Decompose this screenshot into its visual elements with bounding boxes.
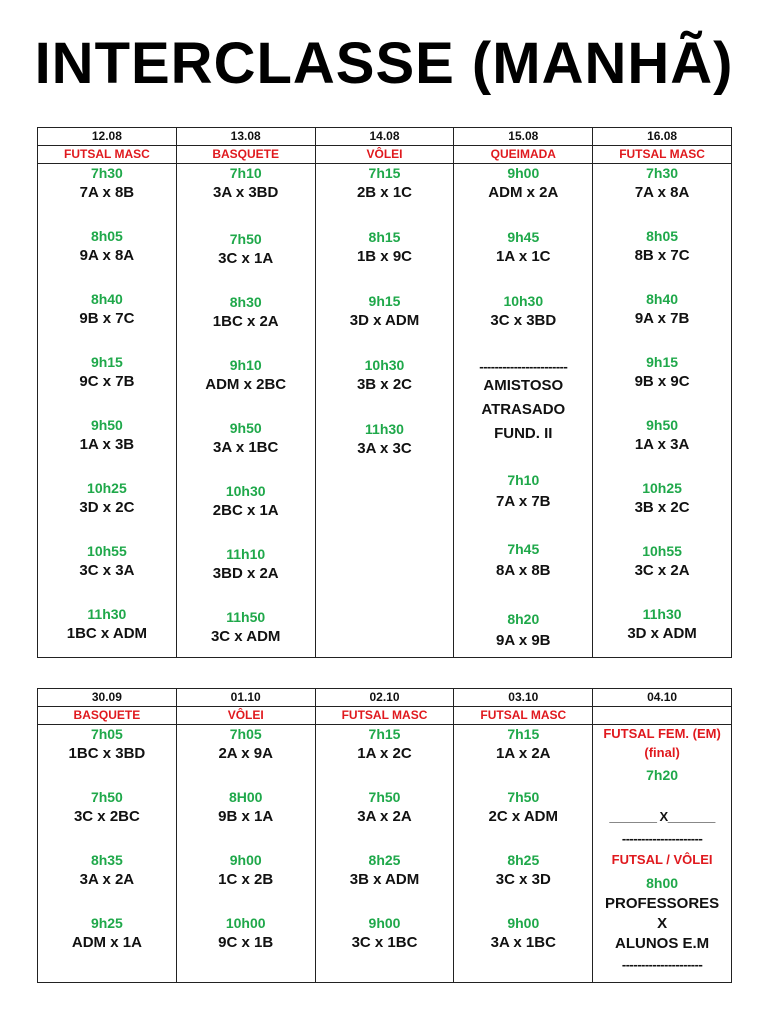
separator-line: --------------------- bbox=[621, 831, 703, 846]
day-date: 16.08 bbox=[593, 128, 731, 146]
game-time: 10h30 bbox=[225, 483, 266, 499]
game-match: 3B x 2C bbox=[634, 499, 690, 516]
event-time: 8h00 bbox=[646, 875, 679, 891]
game-time: 9h10 bbox=[229, 357, 262, 373]
event-line: ALUNOS E.M bbox=[615, 935, 710, 952]
game-match: 1A x 3B bbox=[79, 436, 135, 453]
separator-line: --------------------- bbox=[621, 957, 703, 972]
day-games bbox=[316, 725, 454, 982]
game-match: 9B x 7C bbox=[79, 310, 135, 327]
game-match: ADM x 2BC bbox=[205, 376, 287, 393]
game-time: 7h30 bbox=[90, 165, 123, 181]
game-match: 3BD x 2A bbox=[212, 565, 279, 582]
game-match: 3C x 3A bbox=[79, 562, 135, 579]
game-time: 9h00 bbox=[229, 852, 262, 868]
game-match: 1A x 3A bbox=[634, 436, 690, 453]
game-match: 3A x 2A bbox=[357, 808, 412, 825]
game-time: 8h20 bbox=[507, 611, 540, 627]
game-match: 3C x 1A bbox=[218, 250, 274, 267]
game-time: 9h50 bbox=[646, 417, 679, 433]
game-time: 11h30 bbox=[642, 606, 682, 622]
event-title: FUTSAL / VÔLEI bbox=[611, 852, 713, 867]
day-games bbox=[38, 164, 176, 657]
day-games bbox=[177, 164, 315, 657]
day-date: 13.08 bbox=[177, 128, 315, 146]
schedule-table-august bbox=[37, 127, 732, 658]
day-column bbox=[177, 689, 316, 982]
game-time: 9h25 bbox=[90, 915, 123, 931]
game-time: 7h50 bbox=[368, 789, 401, 805]
day-sport: BASQUETE bbox=[38, 707, 176, 725]
game-match: 3D x ADM bbox=[349, 312, 420, 329]
day-column bbox=[38, 689, 177, 982]
game-time: 10h30 bbox=[503, 293, 544, 309]
day-sport: FUTSAL MASC bbox=[38, 146, 176, 164]
game-time: 8h40 bbox=[646, 291, 679, 307]
day-date: 14.08 bbox=[316, 128, 454, 146]
game-time: 7h45 bbox=[507, 541, 540, 557]
game-match: 3A x 3C bbox=[357, 440, 412, 457]
game-match: 7A x 8A bbox=[634, 184, 690, 201]
game-match: 9A x 8A bbox=[79, 247, 135, 264]
game-match: 3A x 1BC bbox=[213, 439, 279, 456]
day-date: 15.08 bbox=[454, 128, 592, 146]
game-time: 8H00 bbox=[228, 789, 263, 805]
game-match: ADM x 2A bbox=[488, 184, 559, 201]
game-time: 10h55 bbox=[87, 543, 127, 559]
game-match: 2B x 1C bbox=[356, 184, 412, 201]
game-time: 11h30 bbox=[87, 606, 127, 622]
day-date: 03.10 bbox=[454, 689, 592, 707]
game-match: 3A x 1BC bbox=[490, 934, 556, 951]
day-sport: FUTSAL MASC bbox=[454, 707, 592, 725]
game-match: 1BC x ADM bbox=[66, 625, 148, 642]
day-sport: BASQUETE bbox=[177, 146, 315, 164]
game-time: 9h45 bbox=[507, 229, 540, 245]
game-match: 1B x 9C bbox=[356, 248, 412, 265]
game-match: 3C x 2BC bbox=[73, 808, 140, 825]
game-time: 7h10 bbox=[229, 165, 262, 181]
game-match: 3C x 3D bbox=[495, 871, 551, 888]
game-match: 3A x 2A bbox=[79, 871, 135, 888]
game-match: 1BC x 2A bbox=[212, 313, 279, 330]
game-time: 8h35 bbox=[90, 852, 123, 868]
game-time: 10h25 bbox=[87, 480, 127, 496]
game-time: 7h50 bbox=[507, 789, 540, 805]
day-date: 12.08 bbox=[38, 128, 176, 146]
game-time: 8h15 bbox=[368, 229, 401, 245]
game-time: 9h00 bbox=[507, 915, 540, 931]
game-time: 9h50 bbox=[229, 420, 262, 436]
game-match: 3D x ADM bbox=[627, 625, 697, 642]
game-time: 7h15 bbox=[507, 726, 540, 742]
game-time: 8h30 bbox=[229, 294, 262, 310]
game-time: 7h15 bbox=[368, 165, 401, 181]
final-match-blank: _______ X_______ bbox=[609, 809, 715, 824]
game-time: 8h05 bbox=[90, 228, 123, 244]
game-match: 9B x 9C bbox=[634, 373, 690, 390]
game-match: 1A x 2C bbox=[357, 745, 412, 762]
game-time: 8h05 bbox=[646, 228, 679, 244]
day-sport: FUTSAL MASC bbox=[593, 146, 731, 164]
game-match: 9C x 1B bbox=[218, 934, 274, 951]
game-match: 8B x 7C bbox=[634, 247, 690, 264]
day-date: 04.10 bbox=[593, 689, 731, 707]
game-match: 1BC x 3BD bbox=[68, 745, 146, 762]
day-sport: QUEIMADA bbox=[454, 146, 592, 164]
game-time: 9h50 bbox=[90, 417, 123, 433]
day-games bbox=[454, 725, 592, 982]
final-subtitle: (final) bbox=[644, 745, 680, 760]
day-sport bbox=[593, 707, 731, 725]
day-sport: VÔLEI bbox=[316, 146, 454, 164]
game-match: 2BC x 1A bbox=[212, 502, 279, 519]
separator-line: ----------------------- bbox=[479, 359, 568, 374]
game-match: 2C x ADM bbox=[488, 808, 559, 825]
day-games bbox=[593, 725, 731, 982]
final-time: 7h20 bbox=[646, 767, 679, 783]
day-column bbox=[454, 689, 593, 982]
final-title: FUTSAL FEM. (EM) bbox=[603, 726, 721, 741]
game-time: 7h30 bbox=[646, 165, 679, 181]
game-match: 9A x 7B bbox=[634, 310, 690, 327]
day-date: 02.10 bbox=[316, 689, 454, 707]
game-time: 8h40 bbox=[90, 291, 123, 307]
day-games bbox=[454, 164, 592, 657]
game-time: 9h15 bbox=[368, 293, 401, 309]
game-time: 8h25 bbox=[368, 852, 401, 868]
game-match: 7A x 7B bbox=[496, 493, 551, 510]
game-time: 9h00 bbox=[368, 915, 401, 931]
game-time: 10h55 bbox=[642, 543, 682, 559]
day-games bbox=[316, 164, 454, 657]
day-column bbox=[593, 689, 731, 982]
game-match: 1A x 1C bbox=[496, 248, 551, 265]
day-sport: VÔLEI bbox=[177, 707, 315, 725]
game-match: 7A x 8B bbox=[79, 184, 135, 201]
game-match: 9C x 7B bbox=[79, 373, 135, 390]
game-time: 11h30 bbox=[365, 421, 404, 437]
game-time: 9h15 bbox=[646, 354, 679, 370]
note-line: ATRASADO bbox=[481, 401, 566, 418]
day-column bbox=[316, 128, 455, 657]
schedule-table-september-october bbox=[37, 688, 732, 983]
game-match: 3A x 3BD bbox=[213, 184, 279, 201]
day-column bbox=[38, 128, 177, 657]
game-match: 1C x 2B bbox=[218, 871, 274, 888]
game-time: 7h50 bbox=[90, 789, 123, 805]
game-match: 3C x 1BC bbox=[351, 934, 418, 951]
game-time: 9h00 bbox=[507, 165, 540, 181]
game-match: ADM x 1A bbox=[71, 934, 142, 951]
game-match: 3C x 2A bbox=[634, 562, 690, 579]
game-match: 3B x 2C bbox=[356, 376, 412, 393]
day-column bbox=[177, 128, 316, 657]
game-time: 7h05 bbox=[229, 726, 262, 742]
game-time: 10h30 bbox=[364, 357, 405, 373]
day-column bbox=[454, 128, 593, 657]
game-match: 9A x 9B bbox=[496, 632, 551, 649]
game-time: 10h00 bbox=[225, 915, 266, 931]
day-games bbox=[38, 725, 176, 982]
game-time: 10h25 bbox=[642, 480, 682, 496]
game-match: 3C x 3BD bbox=[490, 312, 557, 329]
day-games bbox=[177, 725, 315, 982]
game-match: 3C x ADM bbox=[210, 628, 281, 645]
game-time: 7h15 bbox=[368, 726, 401, 742]
day-column bbox=[593, 128, 731, 657]
game-match: 3D x 2C bbox=[79, 499, 135, 516]
game-time: 7h50 bbox=[229, 231, 262, 247]
game-match: 8A x 8B bbox=[496, 562, 551, 579]
event-line: X bbox=[657, 915, 668, 932]
event-line: PROFESSORES bbox=[604, 895, 720, 912]
game-match: 3B x ADM bbox=[349, 871, 420, 888]
game-time: 11h10 bbox=[226, 546, 266, 562]
page-title: INTERCLASSE (MANHÃ) bbox=[34, 31, 734, 96]
note-line: AMISTOSO bbox=[483, 377, 564, 394]
day-date: 01.10 bbox=[177, 689, 315, 707]
game-time: 7h10 bbox=[507, 472, 540, 488]
note-line: FUND. II bbox=[494, 425, 553, 442]
game-match: 2A x 9A bbox=[218, 745, 273, 762]
game-time: 11h50 bbox=[226, 609, 266, 625]
game-time: 7h05 bbox=[90, 726, 123, 742]
game-match: 9B x 1A bbox=[218, 808, 274, 825]
game-time: 8h25 bbox=[507, 852, 540, 868]
day-date: 30.09 bbox=[38, 689, 176, 707]
game-match: 1A x 2A bbox=[496, 745, 551, 762]
game-time: 9h15 bbox=[90, 354, 123, 370]
day-games bbox=[593, 164, 731, 657]
day-column bbox=[316, 689, 455, 982]
day-sport: FUTSAL MASC bbox=[316, 707, 454, 725]
